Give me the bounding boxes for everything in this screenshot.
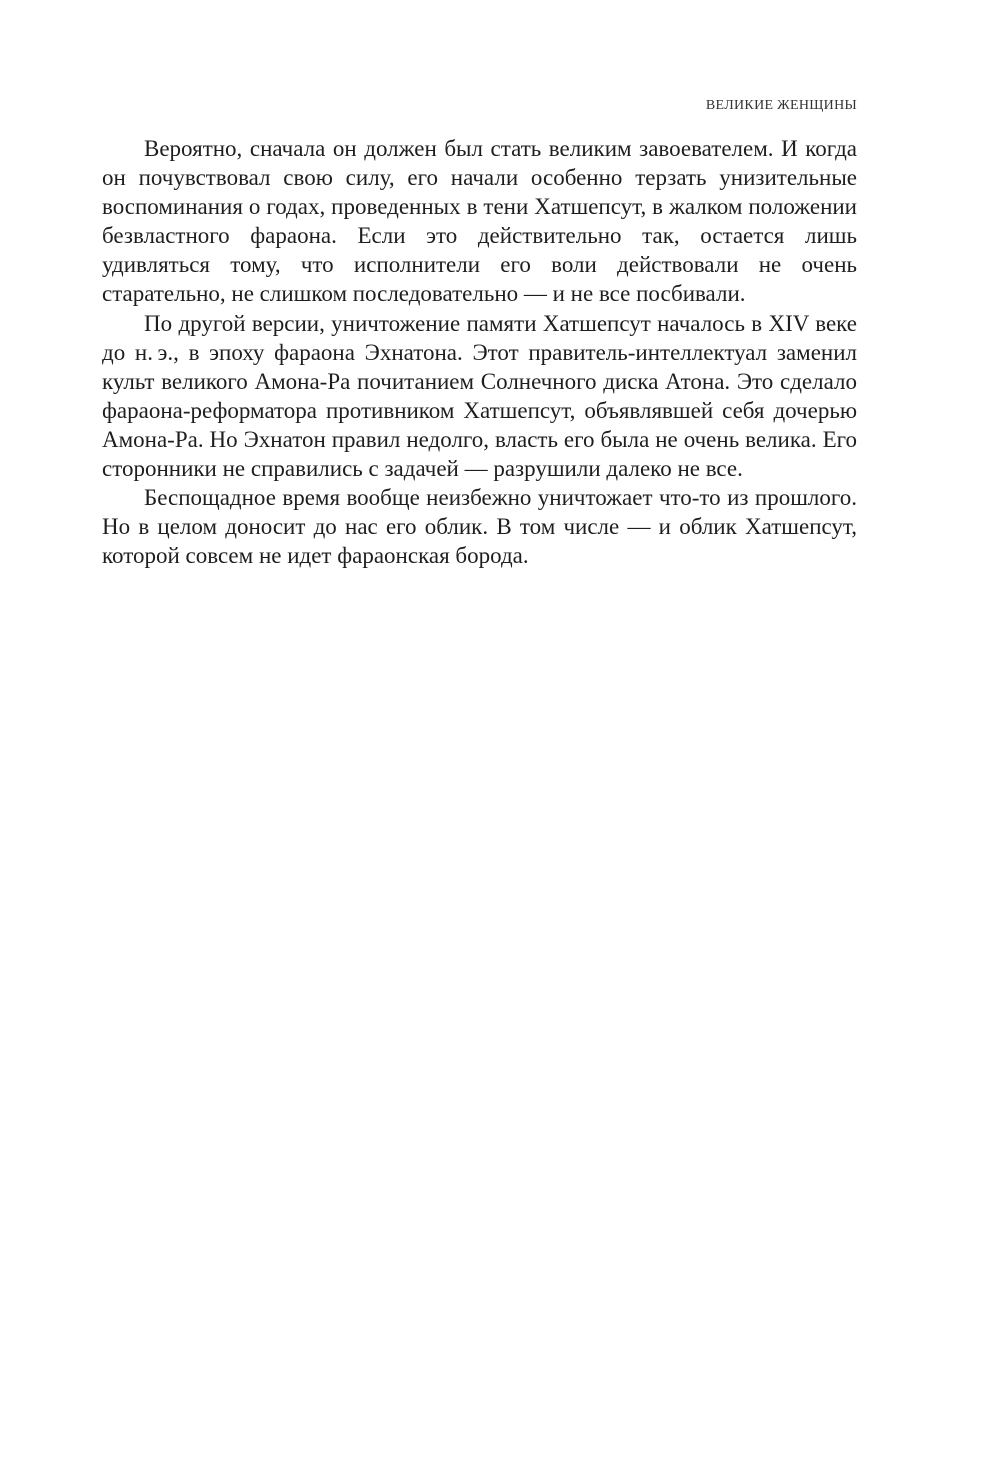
running-header: ВЕЛИКИЕ ЖЕНЩИНЫ (705, 98, 857, 113)
paragraph-1: Вероятно, сначала он должен был стать великим завоевателем. И когда он почувствовал свою силу, его начали особенно терзать унизительные воспоминания о годах, проведенных в тени Хатшепсут, в жалком положении безвластного фараона. Если это действительно так, остается лишь удивляться тому, что исполнители его воли действовали не очень старательно, не слишком последовательно — и не все посбивали. (102, 136, 857, 307)
paragraph-3: Беспощадное время вообще неизбежно уничтожает что-то из прошлого. Но в целом доносит до нас его облик. В том числе — и облик Хатшепсут, которой совсем не идет фараонская борода. (102, 485, 857, 569)
paragraph-2: По другой версии, уничтожение памяти Хатшепсут началось в XIV веке до н. э., в эпоху фараона Эхнатона. Этот правитель-интеллектуал заменил культ великого Амона-Ра почитанием Солнечного диска Атона. Это сделало фараона-реформатора противником Хатшепсут, объявлявшей себя дочерью Амона-Ра. Но Эхнатон правил недолго, власть его была не очень велика. Его сторонники не справились с задачей — разрушили далеко не все. (102, 310, 857, 482)
body-text (102, 134, 857, 570)
